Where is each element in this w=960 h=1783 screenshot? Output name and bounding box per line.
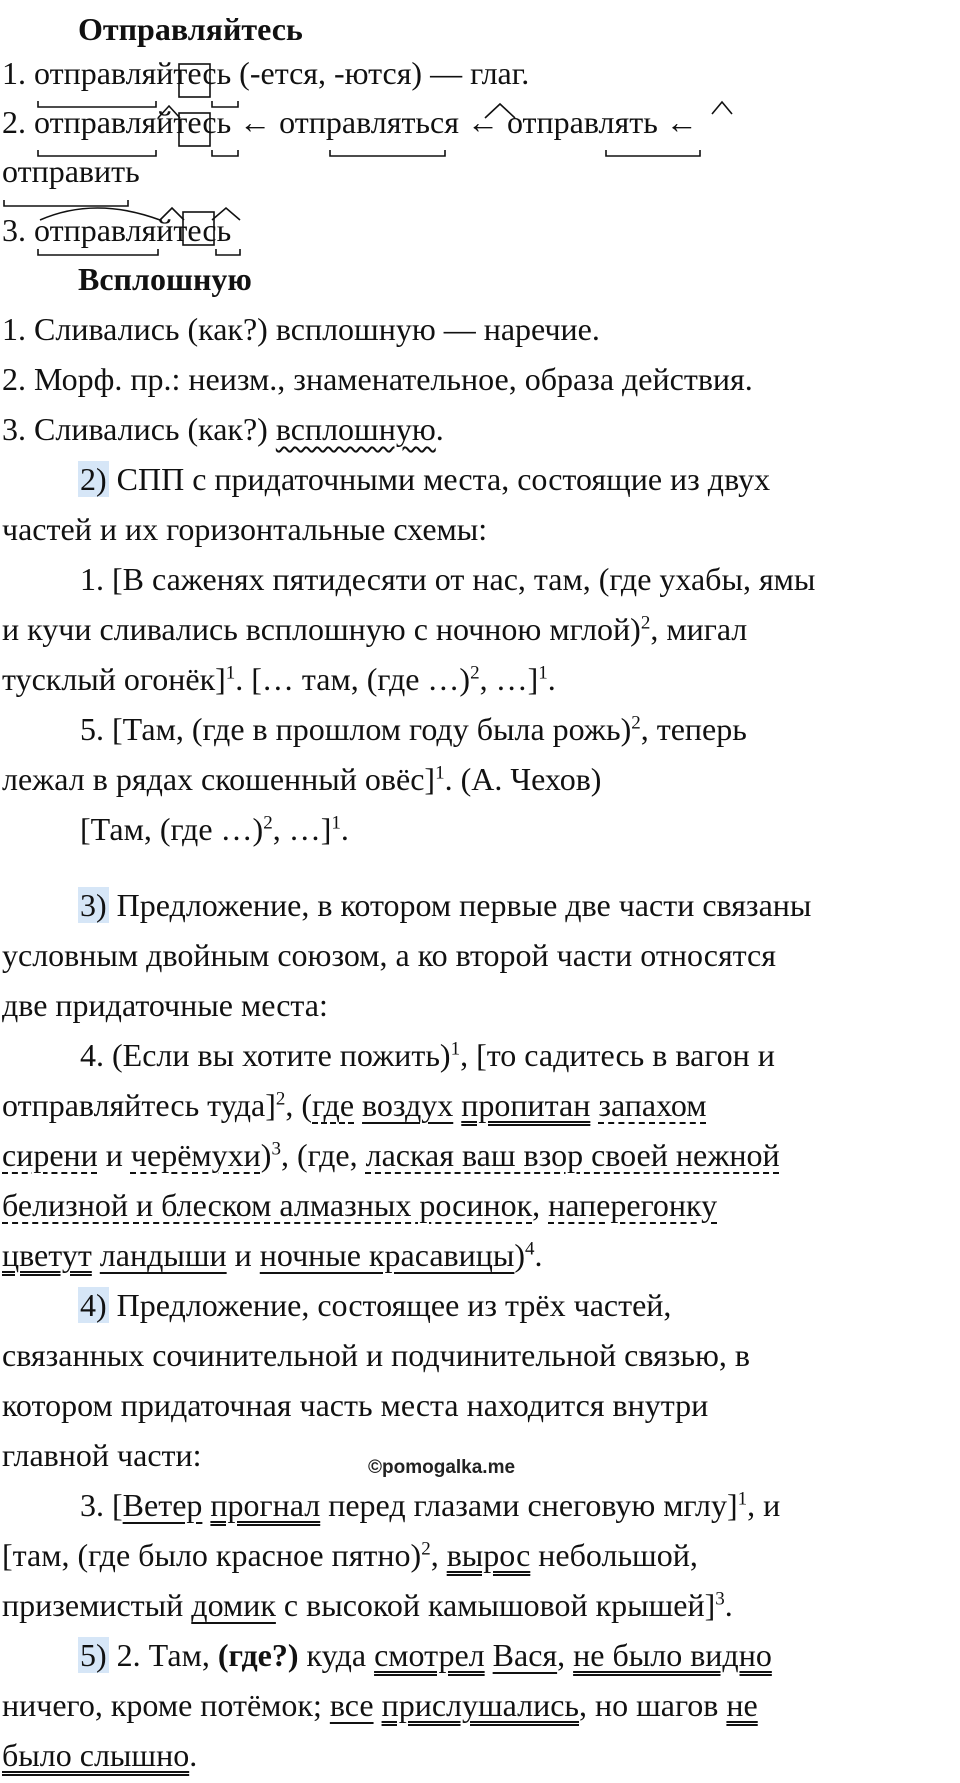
item-marker: 2)	[80, 461, 107, 497]
heading-otpravlyaytes: Отправляйтесь	[78, 11, 303, 47]
example-4-line-1: 4. (Если вы хотите пожить)$^1$, [то садитесь в вагон и	[80, 1037, 775, 1073]
morph-line-3: 3. отправляйтесь	[2, 212, 232, 248]
part5-line-2: ничего, кроме потёмок; все прислушались, но шагов не	[2, 1687, 758, 1723]
item-marker: 3)	[80, 887, 107, 923]
watermark: ©pomogalka.me	[368, 1457, 516, 1478]
item-marker: 4)	[80, 1287, 107, 1323]
heading-vsploshnuyu: Всплошную	[78, 261, 252, 297]
item-marker: 5)	[80, 1637, 107, 1673]
example-5-scheme: [Там, (где …)$^2$, …]$^1$.	[80, 811, 349, 847]
example-5-line-2: лежал в рядах скошенный овёс]$^1$. (А. Чехов)	[2, 761, 602, 797]
part3-intro-2: условным двойным союзом, а ко второй части относятся	[2, 937, 776, 973]
morph-item-2: 2. Морф. пр.: неизм., знаменательное, образа действия.	[2, 361, 753, 397]
derivation-word-4: отправить	[2, 153, 140, 189]
part4-intro-2: связанных сочинительной и подчинительной связью, в	[2, 1337, 750, 1373]
word-otpravlyaytes: отправляйтесь	[34, 55, 232, 91]
example-1-line-2: и кучи сливались всплошную с ночною мглой)$^2$, мигал	[2, 611, 748, 647]
part5-line-3: было слышно.	[2, 1737, 198, 1773]
suffix-hat-mark	[712, 102, 732, 114]
part5-line-1: 5) 2. Там, (где?) куда смотрел Вася, не было видно	[80, 1637, 772, 1673]
part2-intro: 2) СПП с придаточными места, состоящие из двух	[80, 461, 771, 497]
derivation-word-2: отправляться	[279, 104, 459, 140]
example-3-line-1: 3. [Ветер прогнал перед глазами снеговую мглу]$^1$, и	[80, 1487, 781, 1523]
morpheme-parsed-word: отправляйтесь	[34, 212, 232, 248]
morph-line-1: 1. отправляйтесь (-ется, -ются) — глаг.	[2, 55, 530, 91]
derivation-word-3: отправлять	[506, 104, 658, 140]
adverbial-underline: всплошную	[275, 411, 436, 447]
root-bracket-mark	[606, 150, 700, 156]
example-3-line-2: [там, (где было красное пятно)$^2$, вырос небольшой,	[2, 1537, 698, 1573]
example-1-line-3: тусклый огонёк]$^1$. [… там, (где …)$^2$, …]$^1$.	[2, 661, 556, 697]
root-bracket-mark	[330, 150, 445, 156]
example-1-line-1: 1. [В саженях пятидесяти от нас, там, (где ухабы, ямы	[80, 561, 816, 597]
morph-line-2: 2. отправляйтесь ← отправляться ← отправлять ←	[2, 104, 698, 140]
part4-intro: 4) Предложение, состоящее из трёх частей,	[80, 1287, 672, 1323]
example-3-line-3: приземистый домик с высокой камышовой крышей]$^3$.	[2, 1587, 733, 1623]
example-4-line-5: цветут ландыши и ночные красавицы)$^4$.	[2, 1237, 543, 1273]
postfix-bracket-mark	[212, 150, 238, 156]
part3-intro: 3) Предложение, в котором первые две части связаны	[80, 887, 812, 923]
part2-intro-cont: частей и их горизонтальные схемы:	[2, 511, 488, 547]
morph-item-3: 3. Сливались (как?) всплошную.	[2, 411, 444, 447]
example-4-line-3: сирени и черёмухи)$^3$, (где, лаская ваш взор своей нежной	[2, 1137, 780, 1173]
morph-item-1: 1. Сливались (как?) всплошную — наречие.	[2, 311, 600, 347]
derivation-word-1: отправляйтесь	[34, 104, 232, 140]
part4-intro-3: котором придаточная часть места находится внутри	[2, 1387, 709, 1423]
example-4-line-4: белизной и блеском алмазных росинок, наперегонку	[2, 1187, 718, 1223]
part3-intro-3: две придаточные места:	[2, 987, 328, 1023]
part4-intro-4: главной части:	[2, 1437, 202, 1473]
example-4-line-2: отправляйтесь туда]$^2$, (где воздух пропитан запахом	[2, 1087, 707, 1123]
example-5-line-1: 5. [Там, (где в прошлом году была рожь)$^2$, теперь	[80, 711, 747, 747]
